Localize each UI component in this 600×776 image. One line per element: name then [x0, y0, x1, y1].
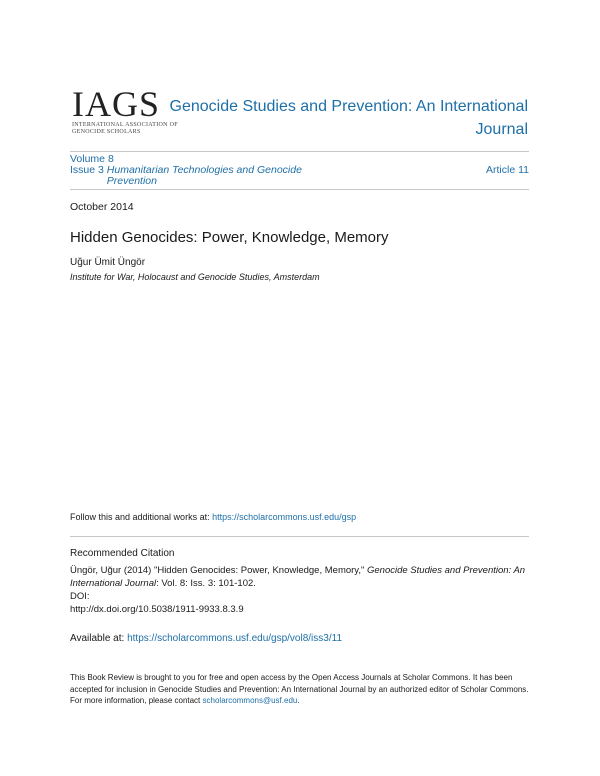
journal-title[interactable]: Genocide Studies and Prevention: An International Journal [169, 98, 528, 138]
doi-url[interactable]: http://dx.doi.org/10.5038/1911-9933.8.3.9 [70, 604, 244, 615]
issue-info [70, 154, 307, 187]
citation-heading: Recommended Citation [70, 548, 175, 559]
citation-journal: Genocide Studies and Prevention: An International Journal [70, 565, 526, 589]
article-number-link[interactable]: Article 11 [486, 164, 529, 176]
available-line [70, 633, 342, 644]
available-label: Available at: [70, 633, 128, 644]
citation-text [70, 564, 530, 616]
follow-text: Follow this and additional works at: [70, 512, 213, 522]
citation-volume: : Vol. 8: Iss. 3: 101-102. [156, 578, 256, 589]
citation-divider [70, 536, 529, 537]
follow-link[interactable]: https://scholarcommons.usf.edu/gsp [212, 512, 357, 522]
logo-line-1: INTERNATIONAL ASSOCIATION OF [72, 122, 178, 128]
issue-divider [70, 189, 529, 190]
contact-email-link[interactable]: scholarcommons@usf.edu [202, 696, 298, 705]
doi-label: DOI: [70, 591, 90, 602]
available-link[interactable]: https://scholarcommons.usf.edu/gsp/vol8/iss3/11 [127, 633, 342, 644]
issue-link[interactable] [70, 165, 307, 187]
footer-notice [70, 672, 532, 707]
follow-line [70, 512, 356, 522]
issue-title: Humanitarian Technologies and Genocide Prevention [106, 164, 302, 187]
author-affiliation: Institute for War, Holocaust and Genocide Studies, Amsterdam [70, 272, 320, 282]
iags-logo [72, 84, 178, 135]
header-divider [70, 151, 529, 152]
logo-mark: IAGS [72, 84, 161, 124]
footer-end: . [297, 696, 300, 705]
issue-prefix: Issue 3 [70, 164, 104, 176]
logo-line-2: GENOCIDE SCHOLARS [72, 129, 141, 135]
citation-authors: Üngör, Uğur (2014) "Hidden Genocides: Power, Knowledge, Memory," [70, 565, 367, 576]
publication-date: October 2014 [70, 201, 134, 213]
author-name: Uğur Ümit Üngör [70, 257, 146, 268]
volume-link[interactable]: Volume 8 [70, 153, 114, 165]
article-title: Hidden Genocides: Power, Knowledge, Memory [70, 229, 389, 246]
footer-text: This Book Review is brought to you for free and open access by the Open Access Journals at Scholar Commons. It has been accepted for inclusion in Genocide Studies and Prevention: An International Journal by an authorized editor of Scholar Commons. For more information, please contact [70, 673, 529, 705]
